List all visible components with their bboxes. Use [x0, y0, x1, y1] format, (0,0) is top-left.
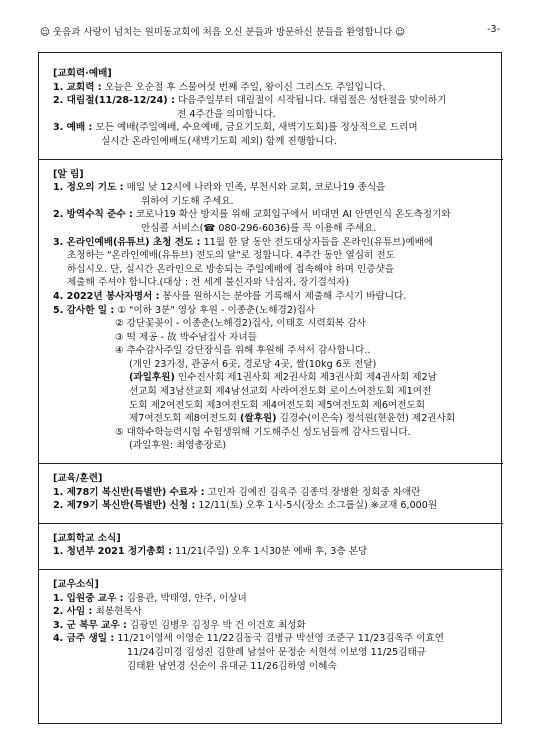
members-item-4 — [53, 632, 489, 646]
item-label: 4. 2022년 봉사자명서 : — [53, 290, 160, 302]
item-label: 2. 대림절(11/28-12/24) : — [53, 95, 175, 107]
item-text: 고인자 김예진 김육주 김종덕 장병환 정회중 차애란 — [207, 486, 421, 498]
education-item-1 — [53, 486, 489, 500]
thanks-item-2: ② 강단꽃꽂이 - 이종춘(노해경2)집사, 이태호 시력회복 감사 — [115, 318, 366, 330]
page-header — [40, 24, 500, 38]
bulletin-content — [53, 67, 489, 673]
section-title-notice: [알 림] — [53, 168, 84, 180]
section-title-members: [교우소식] — [53, 579, 99, 590]
section-title-education: [교육/훈련] — [53, 473, 103, 485]
item-label: 2. 제79기 복신반(특별반) 신청 : — [53, 500, 196, 512]
fruit-donation-text: 인수진사회 제1권사회 제2권사회 제3권사회 제4권사회 제2남 — [177, 372, 437, 384]
notice-item-3-cont: 초청하는 "온라인예배(유튜브) 전도의 달"로 정합니다. 4주간 동안 열심히 전도 — [67, 250, 395, 262]
item-text: 매일 낮 12시에 나라와 민족, 부천시와 교회, 코로나19 종식을 — [126, 182, 386, 194]
divider — [39, 569, 503, 570]
item-label: 1. 제78기 복신반(특별반) 수료자 : — [53, 486, 205, 498]
item-text: 11월 한 달 동안 전도대상자들을 온라인(유튜브)예배에 — [203, 236, 434, 248]
item-text: 최봉현목사 — [95, 606, 142, 618]
birthday-list-cont: 11/24김미경 김성진 김한례 남설아 문정순 서현석 이보영 11/25김태규 — [127, 646, 427, 658]
members-item-3 — [53, 619, 489, 633]
notice-item-3-cont: 하십시오. 단, 실시간 온라인으로 방송되는 주일예배에 접속해야 하며 인증샷을 — [67, 263, 395, 275]
item-label: 1. 교회력 : — [53, 81, 102, 93]
fruit-donation-label: (과일후원) — [129, 372, 175, 384]
thanks-item-4-group-cont: 도회 제2여전도회 제3여전도회 제4여전도회 제5여전도회 제6여전도회 — [129, 399, 425, 411]
welcome-text: ☺ 웃음과 사랑이 넘치는 원미동교회에 처음 오신 분들과 방문하신 분들을 환영합니다 ☺ — [40, 27, 406, 38]
rice-donation-text: 김경수(이은숙) 정석원(현윤현) 제2권사회 — [279, 413, 456, 425]
item-label: 3. 온라인예배(유튜브) 초청 전도 : — [53, 236, 201, 248]
members-item-2 — [53, 605, 489, 619]
item-text: 김용관, 박태영, 안주, 이상녀 — [126, 592, 247, 604]
divider — [39, 523, 503, 524]
notice-item-5 — [53, 304, 489, 318]
item-text: 봉사를 원하시는 분야를 기록해서 제출해 주시기 바랍니다. — [162, 290, 407, 302]
thanks-item-4-group-cont — [53, 412, 489, 426]
section-title-school: [교회학교 소식] — [53, 532, 121, 544]
notice-item-4 — [53, 290, 489, 304]
notice-item-2 — [53, 208, 489, 222]
notice-item-1 — [53, 181, 489, 195]
item-text: 코로나19 확산 방지를 위해 교회입구에서 비대면 AI 안면인식 온도측정기와 — [135, 209, 451, 221]
education-item-2 — [53, 499, 489, 513]
thanks-item-5-sub: (과일후원: 최영총장로) — [129, 440, 227, 452]
thanks-item-3: ③ 떡 제공 - 故 박수남집사 자녀들 — [115, 331, 257, 343]
thanks-item-1: ① "이하 3분" 영상 후원 - 이종춘(노해경2)집사 — [117, 304, 316, 316]
item-label: 2. 사임 : — [53, 606, 93, 618]
birthday-list-cont: 김태환 남연경 신순이 유대균 11/26김하영 이혜숙 — [127, 660, 337, 672]
thanks-item-4-group — [53, 371, 489, 385]
divider — [39, 159, 503, 160]
notice-item-2-cont: 안심콜 서비스(☎ 080-296-6036)를 꼭 이용해 주세요. — [141, 222, 377, 234]
item-text: 김광민 김병우 김정우 박 건 이건호 최성화 — [129, 619, 306, 631]
thanks-item-4-group-cont: 선교회 제3남선교회 제4남선교회 사라여전도회 로이스여전도회 제1여전 — [129, 386, 432, 398]
notice-item-1-cont: 위하여 기도해 주세요. — [141, 195, 234, 207]
notice-item-3 — [53, 236, 489, 250]
divider — [39, 463, 503, 464]
thanks-item-4-detail: (개인 23가정, 관공서 6곳, 경로당 4곳, 쌀(10kg 6포 전달) — [129, 358, 377, 370]
members-item-1 — [53, 592, 489, 606]
calendar-item-3-cont: 실시간 온라인예배도(새벽기도회 제외) 함께 진행합니다. — [101, 135, 337, 147]
item-label: 1. 정오의 기도 : — [53, 182, 124, 194]
calendar-item-3 — [53, 121, 489, 135]
page-number: -3- — [487, 24, 500, 35]
item-label: 3. 예배 : — [53, 122, 93, 134]
bulletin-box — [38, 52, 502, 724]
fruit-donation-text: 제7여전도회 제8여전도회 — [129, 413, 237, 425]
calendar-item-1 — [53, 81, 489, 95]
school-item-1 — [53, 545, 489, 559]
section-title-calendar: [교회력·예배] — [53, 68, 112, 79]
notice-item-3-cont: 제출해 주셔야 합니다.(대상 : 전 세계 불신자와 낙심자, 장기결석자) — [67, 277, 350, 289]
calendar-item-2 — [53, 94, 489, 108]
item-text: 12/11(토) 오후 1시-5시(장소 소그룹실) ※교재 6,000원 — [198, 500, 438, 512]
birthday-list: 11/21이영세 이영순 11/22김동국 김병규 박선영 조준구 11/23김옥주 이효연 — [117, 633, 445, 645]
calendar-item-2-cont: 전 4주간을 의미합니다. — [177, 108, 276, 120]
item-text: 오늘은 오순절 후 스물여섯 번째 주일, 왕이신 그리스도 주일입니다. — [104, 81, 386, 93]
item-text: 다음주일부터 대림절이 시작됩니다. 대림절은 성탄절을 맞이하기 — [177, 95, 447, 107]
item-label: 5. 감사한 일 : — [53, 304, 115, 316]
thanks-item-5: ⑤ 대학수학능력시험 수험생위해 기도해주신 성도님들께 감사드립니다. — [115, 426, 411, 438]
thanks-item-4: ④ 추수감사주일 강단장식을 위해 후원해 주셔서 감사합니다.. — [115, 345, 371, 357]
item-text: 모든 예배(주일예배, 수요예배, 금요기도회, 새벽기도회)를 정상적으로 드리며 — [95, 122, 418, 134]
item-label: 2. 방역수칙 준수 : — [53, 209, 133, 221]
item-text: 11/21(주일) 오후 1시30분 예배 후, 3층 본당 — [175, 546, 368, 558]
item-label: 4. 금주 생일 : — [53, 633, 115, 645]
rice-donation-label: (쌀후원) — [240, 413, 277, 425]
item-label: 1. 청년부 2021 정기총회 : — [53, 546, 173, 558]
item-label: 1. 입원중 교우 : — [53, 592, 124, 604]
item-label: 3. 군 복무 교우 : — [53, 619, 127, 631]
